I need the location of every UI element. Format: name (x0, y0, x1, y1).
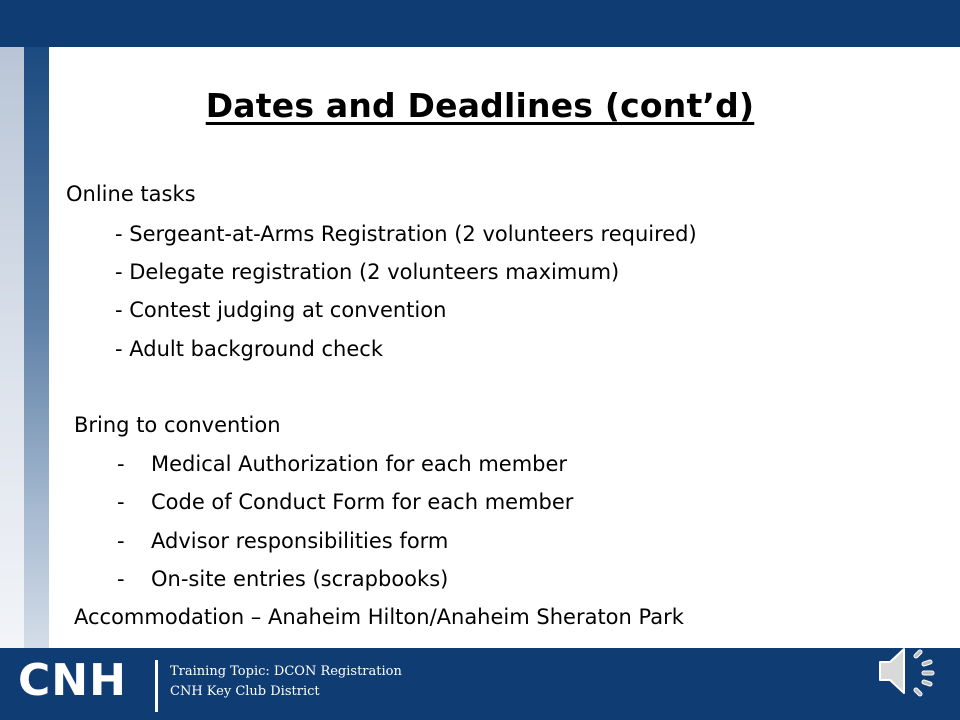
online-tasks-heading: Online tasks (66, 182, 196, 206)
bring-item: Code of Conduct Form for each member (151, 490, 574, 514)
left-accent-stripe (24, 47, 49, 648)
bring-item: Medical Authorization for each member (151, 452, 568, 476)
online-task-item: - Delegate registration (2 volunteers maximum) (115, 260, 620, 284)
online-task-item: - Adult background check (115, 337, 383, 361)
cnh-logo: CNH (18, 655, 127, 706)
footer-bar (0, 648, 960, 720)
bullet-dash: - (117, 452, 125, 476)
bullet-dash: - (117, 490, 125, 514)
online-task-item: - Contest judging at convention (115, 298, 447, 322)
speaker-icon[interactable] (878, 642, 940, 700)
bring-heading: Bring to convention (74, 413, 281, 437)
bullet-dash: - (117, 529, 125, 553)
online-task-item: - Sergeant-at-Arms Registration (2 volunteers required) (115, 222, 697, 246)
bullet-dash: - (117, 567, 125, 591)
slide-title: Dates and Deadlines (cont’d) (205, 86, 755, 125)
left-gradient-panel (0, 47, 24, 648)
bring-item: On-site entries (scrapbooks) (151, 567, 449, 591)
bring-item: Advisor responsibilities form (151, 529, 449, 553)
header-bar (0, 0, 960, 47)
footer-training-topic: Training Topic: DCON Registration (170, 664, 402, 679)
footer-district: CNH Key Club District (170, 684, 320, 699)
logo-divider (155, 660, 158, 712)
accommodation-line: Accommodation – Anaheim Hilton/Anaheim Sheraton Park (74, 605, 684, 629)
